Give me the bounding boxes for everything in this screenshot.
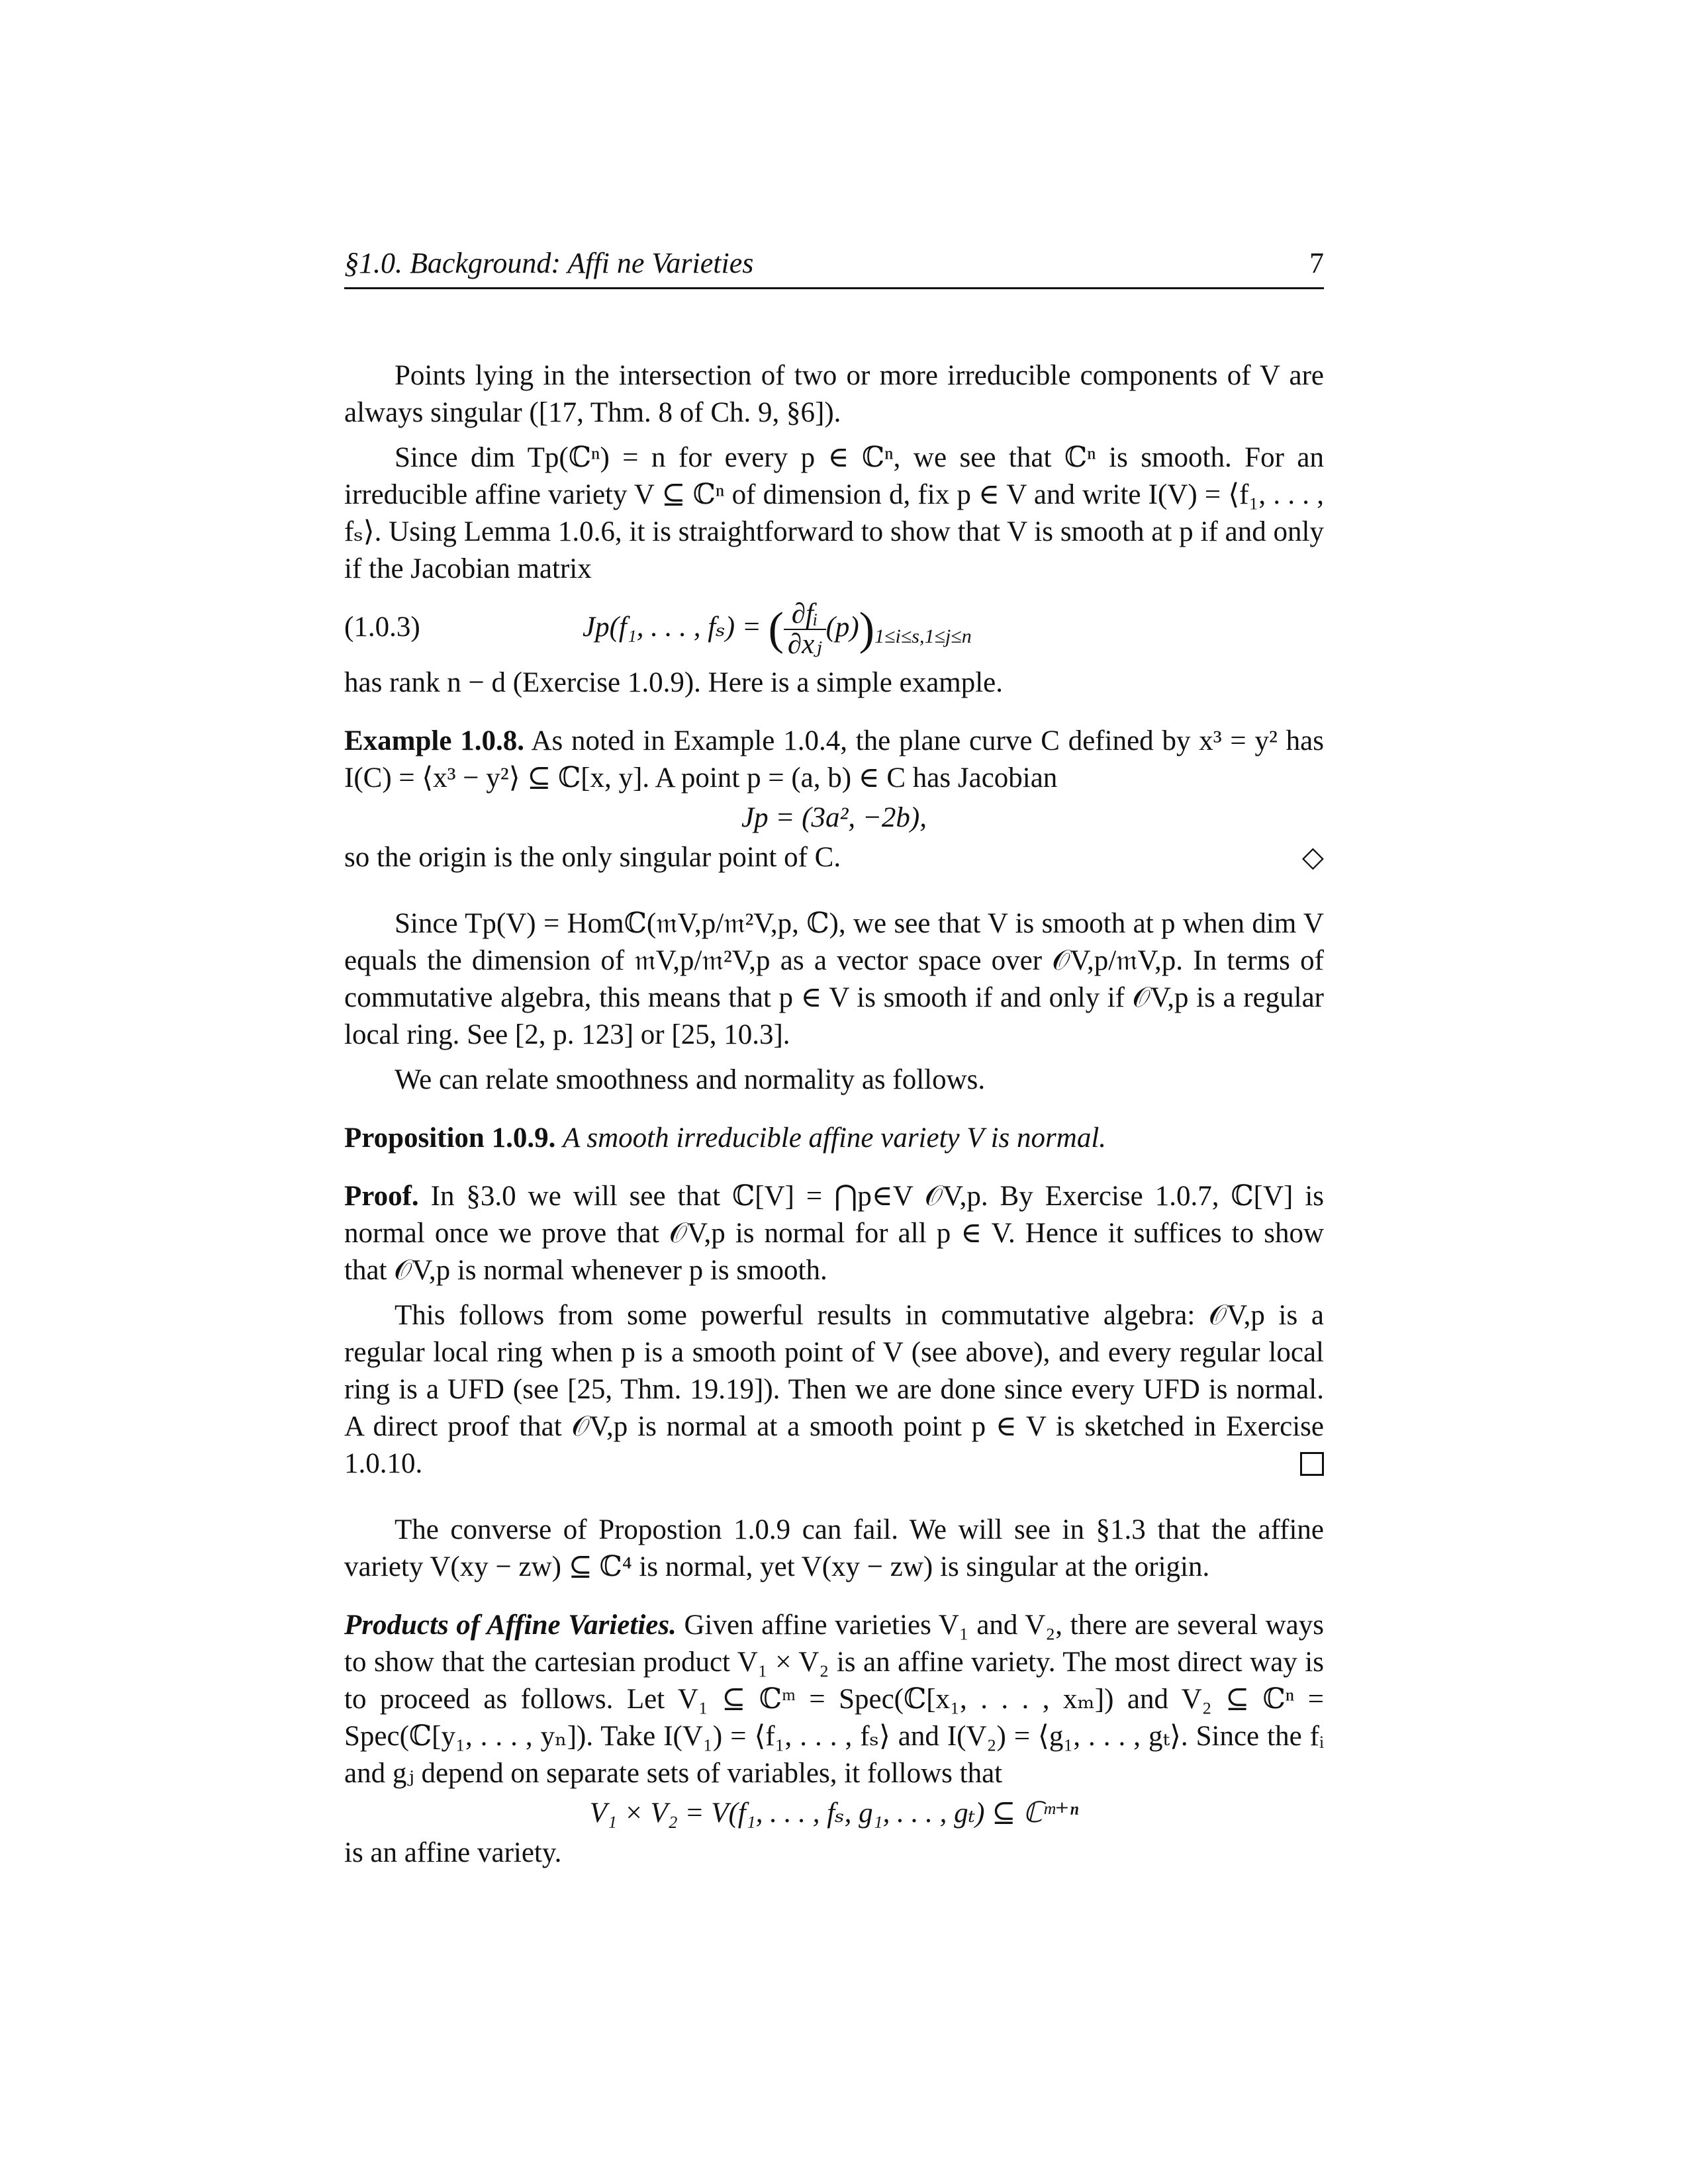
proposition-label: Proposition 1.0.9. (344, 1122, 556, 1154)
products-conclusion: is an affine variety. (344, 1837, 562, 1868)
proof (344, 1178, 1324, 1289)
qed-box-icon (1300, 1452, 1324, 1476)
page-body (344, 357, 1324, 1872)
paragraph-jacobian-criterion: Since dim Tp(ℂⁿ) = n for every p ∈ ℂⁿ, we see that ℂⁿ is smooth. For an irreducible affine variety V ⊆ ℂⁿ of dimension d, fix p ∈ V and write I(V) = ⟨f₁, . . . , fₛ⟩. Using Lemma 1.0.6, it is straightforward to show that V is smooth at p if and only if the Jacobian matrix (344, 442, 1324, 584)
paragraph-smoothness-normality: We can relate smoothness and normality as follows. (395, 1064, 986, 1095)
example-end-text: so the origin is the only singular point of C. (344, 842, 841, 873)
equation-number: (1.0.3) (344, 612, 420, 643)
paragraph-converse: The converse of Propostion 1.0.9 can fail. We will see in §1.3 that the affine variety V(xy − zw) ⊆ ℂ⁴ is normal, yet V(xy − zw) is singular at the origin. (344, 1514, 1324, 1582)
paragraph-products (344, 1607, 1324, 1792)
partial-fraction (784, 600, 826, 659)
example-end-diamond: ◇ (1301, 842, 1324, 873)
equation-body: Jp(f₁, . . . , fₛ) = ( $\frac{\text{∂fᵢ}}{\text{∂xⱼ}}$ $(p))_{1\le i\le s,1\le j\le n}$ (583, 598, 972, 660)
fraction-numerator: ∂fᵢ (784, 600, 826, 630)
proposition-1-0-9 (344, 1120, 1324, 1157)
example-label: Example 1.0.8. (344, 725, 524, 756)
products-equation: V₁ × V₂ = V(f₁, . . . , fₛ, g₁, . . . , gₜ) ⊆ ℂᵐ⁺ⁿ (589, 1797, 1079, 1829)
section-title: §1.0. Background: Affi ne Varieties (344, 247, 754, 279)
proof-label: Proof. (344, 1181, 419, 1212)
equation-1-0-3 (344, 593, 1324, 659)
paragraph-tangent-space: Since Tp(V) = Homℂ(𝔪V,p/𝔪²V,p, ℂ), we see that V is smooth at p when dim V equals the dimension of 𝔪V,p/𝔪²V,p as a vector space over 𝒪V,p/𝔪V,p. In terms of commutative algebra, this means that p ∈ V is smooth if and only if 𝒪V,p is a regular local ring. See [2, p. 123] or [25, 10.3]. (344, 908, 1324, 1050)
running-header (344, 246, 1324, 289)
products-text: Given affine varieties V₁ and V₂, there are several ways to show that the cartesian product V₁ × V₂ is an affine variety. The most direct way is to proceed as follows. Let V₁ ⊆ ℂᵐ = Spec(ℂ[x₁, . . . , xₘ]) and V₂ ⊆ ℂⁿ = Spec(ℂ[y₁, . . . , yₙ]). Take I(V₁) = ⟨f₁, . . . , fₛ⟩ and I(V₂) = ⟨g₁, . . . , gₜ⟩. Since the fᵢ and gⱼ depend on separate sets of variables, it follows that (344, 1610, 1324, 1789)
commutative-algebra-text: This follows from some powerful results in commutative algebra: 𝒪V,p is a regular local ring when p is a smooth point of V (see above), and every regular local ring is a UFD (see [25, Thm. 19.19]). Then we are done since every UFD is normal. A direct proof that 𝒪V,p is normal at a smooth point p ∈ V is sketched in Exercise 1.0.10. (344, 1300, 1324, 1479)
paragraph-rank: has rank n − d (Exercise 1.0.9). Here is a simple example. (344, 667, 1004, 698)
proposition-statement: A smooth irreducible affine variety V is normal. (563, 1122, 1107, 1154)
equation-argument: (p) (825, 611, 859, 643)
example-1-0-8 (344, 723, 1324, 797)
proof-text: In §3.0 we will see that ℂ[V] = ⋂p∈V 𝒪V,p. By Exercise 1.0.7, ℂ[V] is normal once we prove that 𝒪V,p is normal for all p ∈ V. Hence it suffices to show that 𝒪V,p is normal whenever p is smooth. (344, 1181, 1325, 1286)
example-equation: Jp = (3a², −2b), (741, 802, 927, 833)
page-number: 7 (1309, 247, 1324, 279)
fraction-denominator: ∂xⱼ (787, 629, 822, 660)
paragraph-singular-points: Points lying in the intersection of two or more irreducible components of V are always singular ([17, Thm. 8 of Ch. 9, §6]). (344, 360, 1324, 428)
paragraph-commutative-algebra (344, 1297, 1324, 1482)
products-label: Products of Affine Varieties. (344, 1610, 677, 1641)
equation-lhs: Jp(f₁, . . . , fₛ) = (583, 611, 761, 643)
example-conclusion (344, 839, 1324, 876)
equation-subscript: 1≤i≤s,1≤j≤n (874, 625, 972, 647)
example-text: As noted in Example 1.0.4, the plane curve C defined by x³ = y² has I(C) = ⟨x³ − y²⟩ ⊆ ℂ[x, y]. A point p = (a, b) ∈ C has Jacobian (344, 725, 1324, 794)
